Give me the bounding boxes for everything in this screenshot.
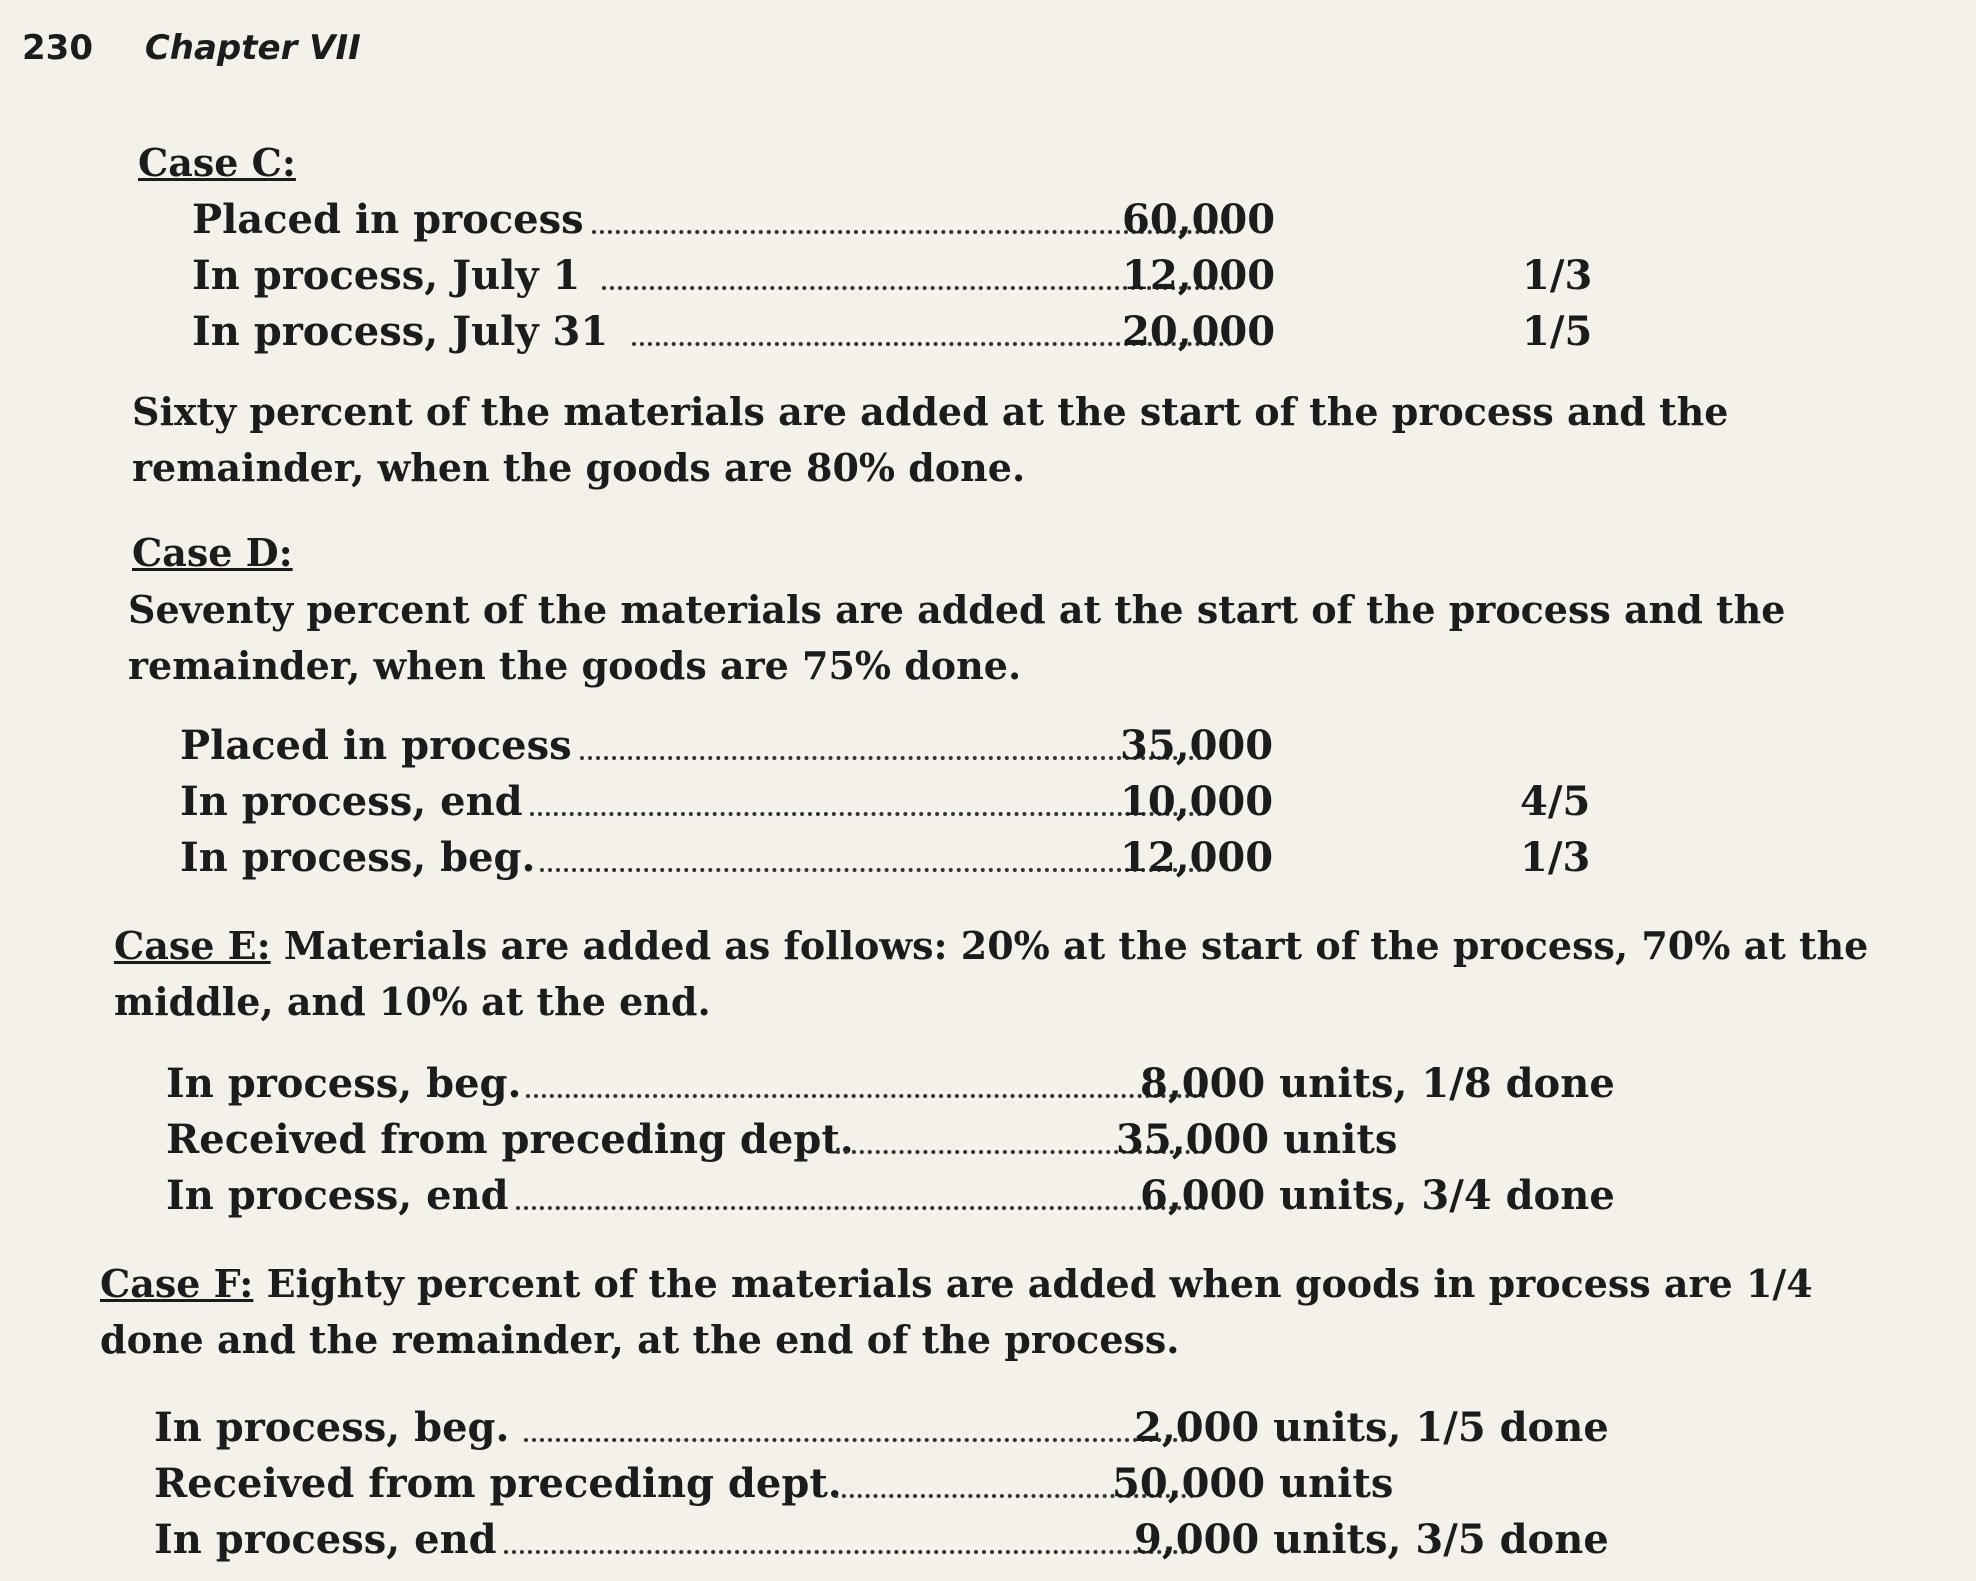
row-label: In process, July 1 <box>192 252 581 299</box>
row-label: Received from preceding dept. <box>166 1116 854 1163</box>
leader-dots <box>516 1206 1206 1210</box>
leader-dots <box>580 756 1210 760</box>
row-fraction: 1/3 <box>1520 834 1591 881</box>
row-label: Placed in process <box>180 722 572 769</box>
case-f-row <box>154 1404 1614 1460</box>
row-value: 12,000 <box>1120 834 1274 881</box>
case-d-row <box>180 834 1640 890</box>
case-f-paragraph <box>100 1256 1860 1368</box>
row-label: In process, end <box>180 778 523 825</box>
case-e-note: Materials are added as follows: 20% at the start of the process, 70% at the middle, and 10% at the end. <box>114 923 1869 1024</box>
row-label: In process, end <box>154 1516 497 1563</box>
case-c-note: Sixty percent of the materials are added at the start of the process and the remainder, when the goods are 80% done. <box>132 389 1729 490</box>
page-number: 230 <box>22 28 93 68</box>
row-label: In process, end <box>166 1172 509 1219</box>
row-value: 9,000 units, 3/5 done <box>1134 1516 1609 1563</box>
case-e-row <box>166 1172 1626 1228</box>
case-d-title: Case D: <box>132 530 293 575</box>
case-f-note: Eighty percent of the materials are added when goods in process are 1/4 done and the remainder, at the end of the process. <box>100 1261 1813 1362</box>
leader-dots <box>530 812 1210 816</box>
chapter-title: Chapter VII <box>144 28 361 68</box>
row-label: Placed in process <box>192 196 584 243</box>
case-d-row <box>180 722 1640 778</box>
case-f-row <box>154 1516 1614 1572</box>
case-c-row <box>192 252 1652 308</box>
row-value: 50,000 units <box>1112 1460 1394 1507</box>
row-label: In process, July 31 <box>192 308 609 355</box>
row-fraction: 1/5 <box>1522 308 1593 355</box>
case-c-row <box>192 196 1652 252</box>
leader-dots <box>540 868 1210 872</box>
case-e-title: Case E: <box>114 923 271 968</box>
case-d-row <box>180 778 1640 834</box>
page-header <box>22 28 361 68</box>
row-value: 10,000 <box>1120 778 1274 825</box>
row-value: 2,000 units, 1/5 done <box>1134 1404 1609 1451</box>
row-value: 6,000 units, 3/4 done <box>1140 1172 1615 1219</box>
row-value: 8,000 units, 1/8 done <box>1140 1060 1615 1107</box>
case-f-row <box>154 1460 1614 1516</box>
case-e-row <box>166 1116 1626 1172</box>
row-value: 12,000 <box>1122 252 1276 299</box>
case-c-title: Case C: <box>138 140 296 185</box>
row-value: 35,000 <box>1120 722 1274 769</box>
case-f-title: Case F: <box>100 1261 254 1306</box>
row-value: 20,000 <box>1122 308 1276 355</box>
row-fraction: 4/5 <box>1520 778 1591 825</box>
row-label: In process, beg. <box>180 834 536 881</box>
case-e-paragraph <box>114 918 1874 1030</box>
case-d-note: Seventy percent of the materials are added at the start of the process and the remainder, when the goods are 75% done. <box>128 587 1786 688</box>
leader-dots <box>504 1550 1194 1554</box>
leader-dots <box>524 1438 1194 1442</box>
row-value: 60,000 <box>1122 196 1276 243</box>
row-label: In process, beg. <box>166 1060 522 1107</box>
leader-dots <box>526 1094 1206 1098</box>
row-value: 35,000 units <box>1116 1116 1398 1163</box>
row-label: Received from preceding dept. <box>154 1460 842 1507</box>
case-c-row <box>192 308 1652 364</box>
case-e-row <box>166 1060 1626 1116</box>
row-label: In process, beg. <box>154 1404 510 1451</box>
row-fraction: 1/3 <box>1522 252 1593 299</box>
